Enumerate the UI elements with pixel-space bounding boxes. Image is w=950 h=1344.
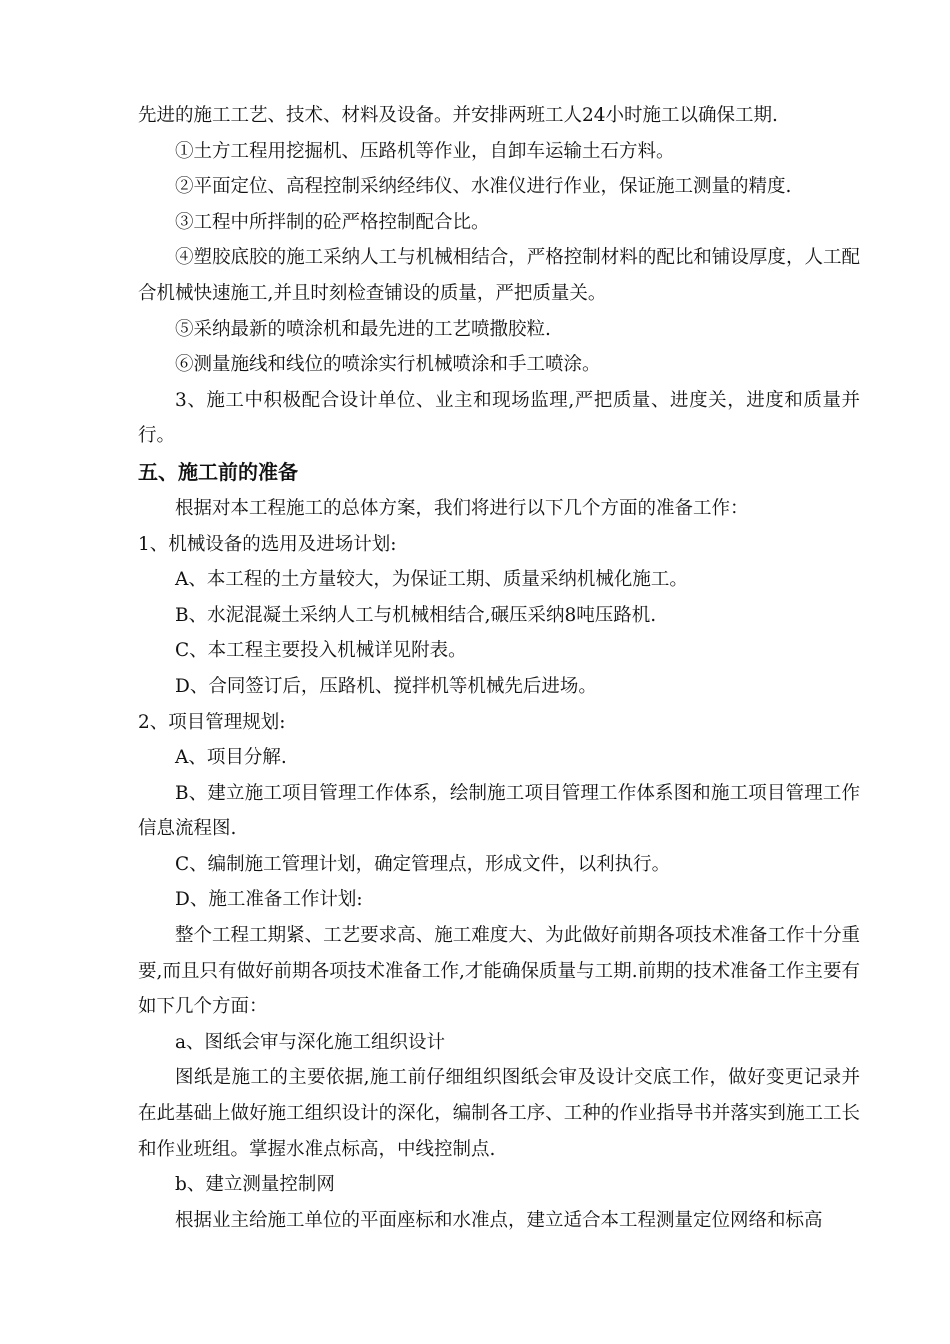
list-item: A、本工程的土方量较大，为保证工期、质量采纳机械化施工。 [175,569,688,591]
list-item: B、水泥混凝土采纳人工与机械相结合,碾压采纳8吨压路机. [175,604,657,626]
list-item: ⑤采纳最新的喷涂机和最先进的工艺喷撒胶粒. [175,318,551,340]
list-item: ②平面定位、高程控制采纳经纬仪、水准仪进行作业，保证施工测量的精度. [175,176,792,198]
paragraph: 根据对本工程施工的总体方案，我们将进行以下几个方面的准备工作： [175,497,749,519]
list-item: a、图纸会审与深化施工组织设计 [175,1031,446,1053]
paragraph: 根据业主给施工单位的平面座标和水准点，建立适合本工程测量定位网络和标高 [175,1209,823,1231]
list-item: C、本工程主要投入机械详见附表。 [175,640,467,662]
list-item: D、施工准备工作计划: [175,889,363,911]
list-item: ①土方工程用挖掘机、压路机等作业，自卸车运输土石方料。 [175,140,675,162]
paragraph: 图纸是施工的主要依据,施工前仔细组织图纸会审及设计交底工作，做好变更记录并在此基础上做好施工组织设计的深化，编制各工序、工种的作业指导书并落实到施工工长和作业班组。掌握水准点标高，中线控制点. [138,1067,860,1160]
paragraph: 先进的施工工艺、技术、材料及设备。并安排两班工人24小时施工以确保工期. [138,105,778,126]
paragraph: 3、施工中积极配合设计单位、业主和现场监理,严把质量、进度关，进度和质量并行。 [138,389,860,447]
list-item: ④塑胶底胶的施工采纳人工与机械相结合，严格控制材料的配比和铺设厚度，人工配合机械快速施工,并且时刻检查铺设的质量，严把质量关。 [138,247,860,304]
list-item: ⑥测量施线和线位的喷涂实行机械喷涂和手工喷涂。 [175,354,601,376]
list-item: A、项目分解. [175,747,287,769]
list-item: ③工程中所拌制的砼严格控制配合比。 [175,211,490,233]
paragraph: 整个工程工期紧、工艺要求高、施工难度大、为此做好前期各项技术准备工作十分重要,而且只有做好前期各项技术准备工作,才能确保质量与工期.前期的技术准备工作主要有如下几个方面： [138,925,860,1018]
subsection-title: 2、项目管理规划: [138,711,286,733]
list-item: D、合同签订后，压路机、搅拌机等机械先后进场。 [175,675,597,697]
subsection-title: 1、机械设备的选用及进场计划: [138,533,397,555]
list-item: B、建立施工项目管理工作体系，绘制施工项目管理工作体系图和施工项目管理工作信息流程图. [138,782,860,840]
list-item: C、编制施工管理计划，确定管理点，形成文件，以利执行。 [175,853,671,875]
section-heading: 五、施工前的准备 [138,459,298,484]
document-body [138,98,860,1238]
list-item: b、建立测量控制网 [175,1174,335,1196]
